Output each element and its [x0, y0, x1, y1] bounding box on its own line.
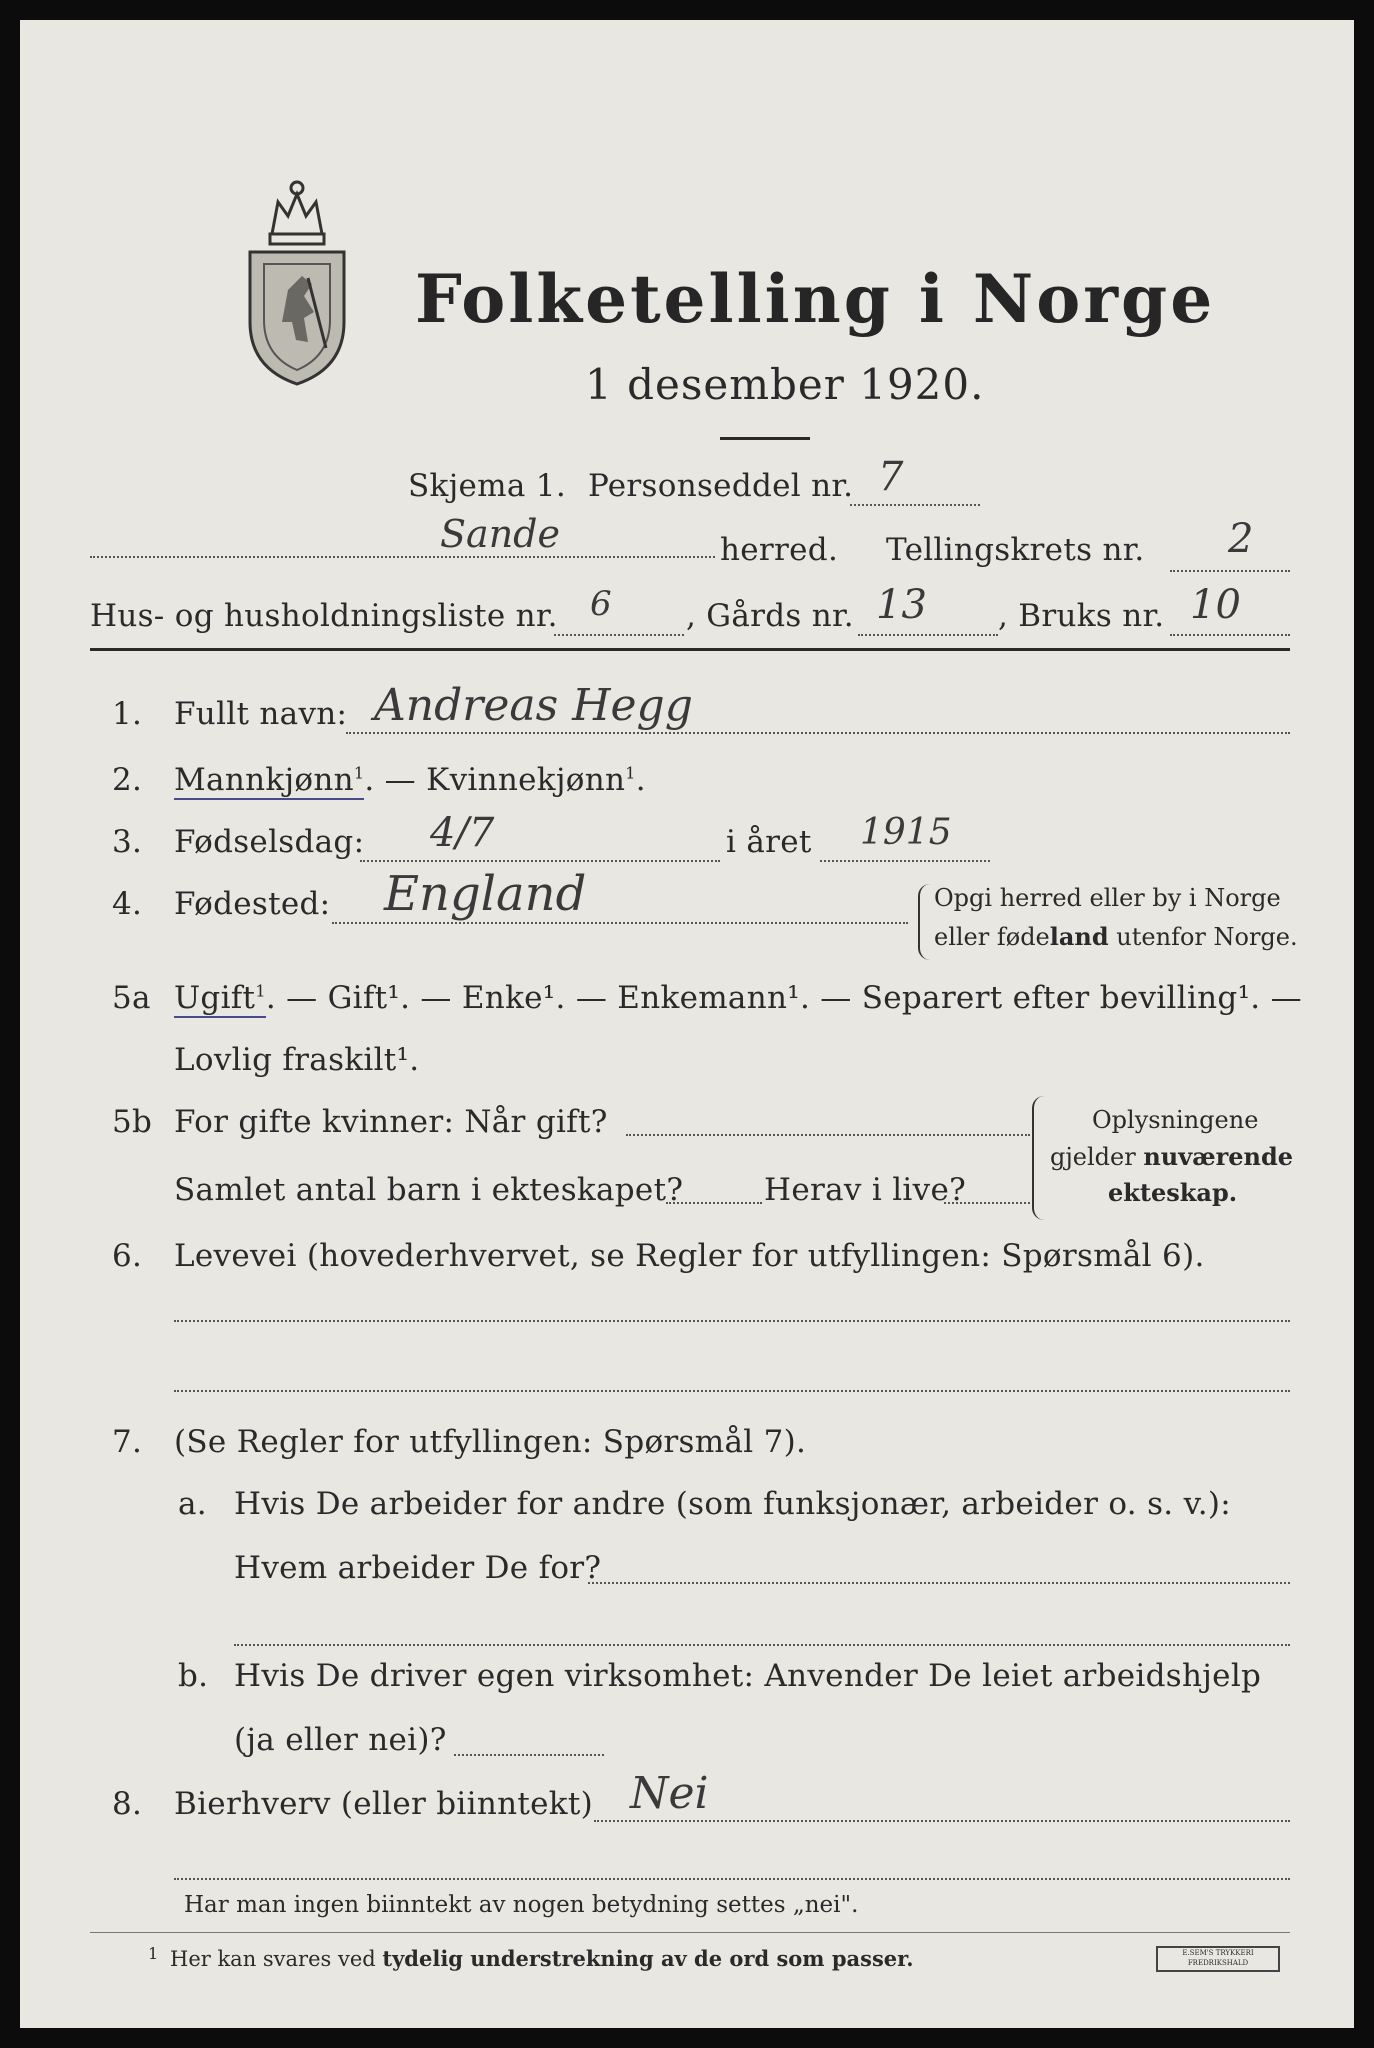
personseddel-label: Personseddel nr.: [588, 468, 854, 504]
gender-male-option[interactable]: [174, 762, 364, 800]
q7b-letter: b.: [178, 1658, 209, 1694]
note-text: gjelder: [1050, 1143, 1144, 1171]
birthplace-field[interactable]: [332, 922, 908, 924]
occupation-field-line1[interactable]: [174, 1320, 1290, 1322]
birthplace-note-line1: Opgi herred eller by i Norge: [934, 884, 1281, 912]
footnote-divider: [90, 1932, 1290, 1933]
q1-label: Fullt navn:: [174, 696, 348, 732]
gards-field[interactable]: [858, 634, 998, 636]
note-text: utenfor Norge.: [1108, 923, 1298, 951]
q7a-text: Hvis De arbeider for andre (som funksjonær, arbeider o. s. v.):: [234, 1486, 1232, 1522]
husliste-field[interactable]: [554, 634, 684, 636]
q7a-letter: a.: [178, 1486, 207, 1522]
marital-status-options: [174, 980, 1302, 1016]
q7b-text: Hvis De driver egen virksomhet: Anvender De leiet arbeidshjelp: [234, 1658, 1262, 1694]
q4-label: Fødested:: [174, 886, 331, 922]
birth-year-value: 1915: [860, 812, 952, 853]
footnote-ref: 1: [255, 981, 266, 1001]
full-name-field[interactable]: [346, 732, 1290, 734]
q6-number: 6.: [112, 1238, 143, 1274]
employer-label: Hvem arbeider De for?: [234, 1550, 602, 1586]
children-total-field[interactable]: [666, 1202, 762, 1204]
side-income-note: Har man ingen biinntekt av nogen betydning settes „nei".: [184, 1892, 859, 1918]
gards-label: , Gårds nr.: [686, 598, 854, 634]
q5b-number: 5b: [112, 1104, 153, 1140]
marriage-note-line3: ekteskap.: [1108, 1178, 1238, 1207]
occupation-field-line2[interactable]: [174, 1390, 1290, 1392]
q8-label: Bierhverv (eller biinntekt): [174, 1786, 594, 1822]
q3-label: Fødselsdag:: [174, 824, 365, 860]
skjema-label: Skjema 1.: [408, 468, 566, 504]
footnote-text: [170, 1946, 914, 1971]
hired-help-label: (ja eller nei)?: [234, 1722, 447, 1758]
bruks-value: 10: [1190, 582, 1241, 628]
q2-number: 2.: [112, 762, 143, 798]
bruks-label: , Bruks nr.: [998, 598, 1165, 634]
married-when-label: For gifte kvinner: Når gift?: [174, 1104, 608, 1140]
norwegian-coat-of-arms-icon: [242, 172, 352, 392]
footnote-ref: 1: [625, 763, 636, 783]
q6-label: Levevei (hovederhvervet, se Regler for utfyllingen: Spørsmål 6).: [174, 1238, 1205, 1274]
punctuation: .: [364, 762, 375, 798]
gards-value: 13: [876, 582, 927, 628]
birth-year-field[interactable]: [820, 860, 990, 862]
separator: —: [384, 762, 427, 798]
footnote-plain: Her kan svares ved: [170, 1947, 383, 1971]
marriage-note-line1: Oplysningene: [1092, 1106, 1259, 1134]
note-text: eller føde: [934, 923, 1050, 951]
hired-help-field[interactable]: [454, 1754, 604, 1756]
personseddel-value: 7: [878, 454, 904, 500]
ugift-text: Ugift: [174, 980, 256, 1016]
form-title: Folketelling i Norge: [415, 260, 1216, 338]
herred-label: herred.: [720, 532, 839, 568]
full-name-value: Andreas Hegg: [374, 680, 693, 731]
children-alive-label: Herav i live?: [764, 1172, 967, 1208]
tellingskrets-label: Tellingskrets nr.: [886, 532, 1145, 568]
side-income-field[interactable]: [594, 1820, 1290, 1822]
footnote-bold: tydelig understrekning av de ord som passer.: [382, 1946, 914, 1971]
marital-fraskilt-option[interactable]: Lovlig fraskilt¹.: [174, 1042, 420, 1078]
side-income-field-line2[interactable]: [174, 1878, 1290, 1880]
birthday-field[interactable]: [360, 860, 720, 862]
birthplace-value: England: [384, 866, 587, 922]
q8-number: 8.: [112, 1786, 143, 1822]
herred-value: Sande: [440, 512, 560, 556]
census-form-sheet: [20, 20, 1354, 2028]
printer-stamp: [1156, 1946, 1280, 1972]
footnote-ref: 1: [353, 763, 365, 783]
q7-label: (Se Regler for utfyllingen: Spørsmål 7).: [174, 1424, 807, 1460]
header-divider: [90, 648, 1290, 651]
note-bold-text: nuværende: [1143, 1142, 1294, 1171]
bruks-field[interactable]: [1170, 634, 1290, 636]
gender-options: [174, 762, 646, 798]
marital-ugift-option[interactable]: [174, 980, 266, 1018]
gender-male-text: Mannkjønn: [174, 762, 354, 798]
husliste-value: 6: [590, 584, 612, 624]
birthplace-note-line2: [934, 922, 1298, 951]
census-date: 1 desember 1920.: [585, 360, 985, 409]
personseddel-field[interactable]: [850, 504, 980, 506]
q5a-number: 5a: [112, 980, 151, 1016]
tellingskrets-field[interactable]: [1170, 570, 1290, 572]
children-total-label: Samlet antal barn i ekteskapet?: [174, 1172, 684, 1208]
herred-field[interactable]: [90, 556, 715, 558]
tellingskrets-value: 2: [1228, 516, 1254, 562]
birthday-value: 4/7: [430, 810, 495, 856]
birthplace-note-brace: [918, 884, 930, 960]
children-alive-field[interactable]: [944, 1202, 1030, 1204]
marriage-note-brace: [1032, 1096, 1044, 1220]
q4-number: 4.: [112, 886, 143, 922]
employer-field-line1[interactable]: [588, 1582, 1290, 1584]
q1-number: 1.: [112, 696, 143, 732]
gender-female-option[interactable]: [426, 762, 636, 798]
side-income-value: Nei: [630, 1768, 709, 1819]
footnote-mark: 1: [148, 1944, 159, 1963]
marriage-note-line2: [1050, 1142, 1293, 1171]
husliste-label: Hus- og husholdningsliste nr.: [90, 598, 558, 634]
note-bold-text: land: [1049, 922, 1109, 951]
q3-number: 3.: [112, 824, 143, 860]
year-label: i året: [726, 824, 812, 860]
q7-number: 7.: [112, 1424, 143, 1460]
printer-stamp-text: E.SEM'S TRYKKERI FREDRIKSHALD: [1182, 1949, 1254, 1967]
title-divider: [720, 437, 810, 440]
punctuation: .: [635, 762, 646, 798]
marital-other-options: . — Gift¹. — Enke¹. — Enkemann¹. — Separert efter bevilling¹. —: [265, 980, 1302, 1016]
employer-field-line2[interactable]: [234, 1644, 1290, 1646]
married-when-field[interactable]: [626, 1134, 1030, 1136]
gender-female-text: Kvinnekjønn: [426, 762, 626, 798]
